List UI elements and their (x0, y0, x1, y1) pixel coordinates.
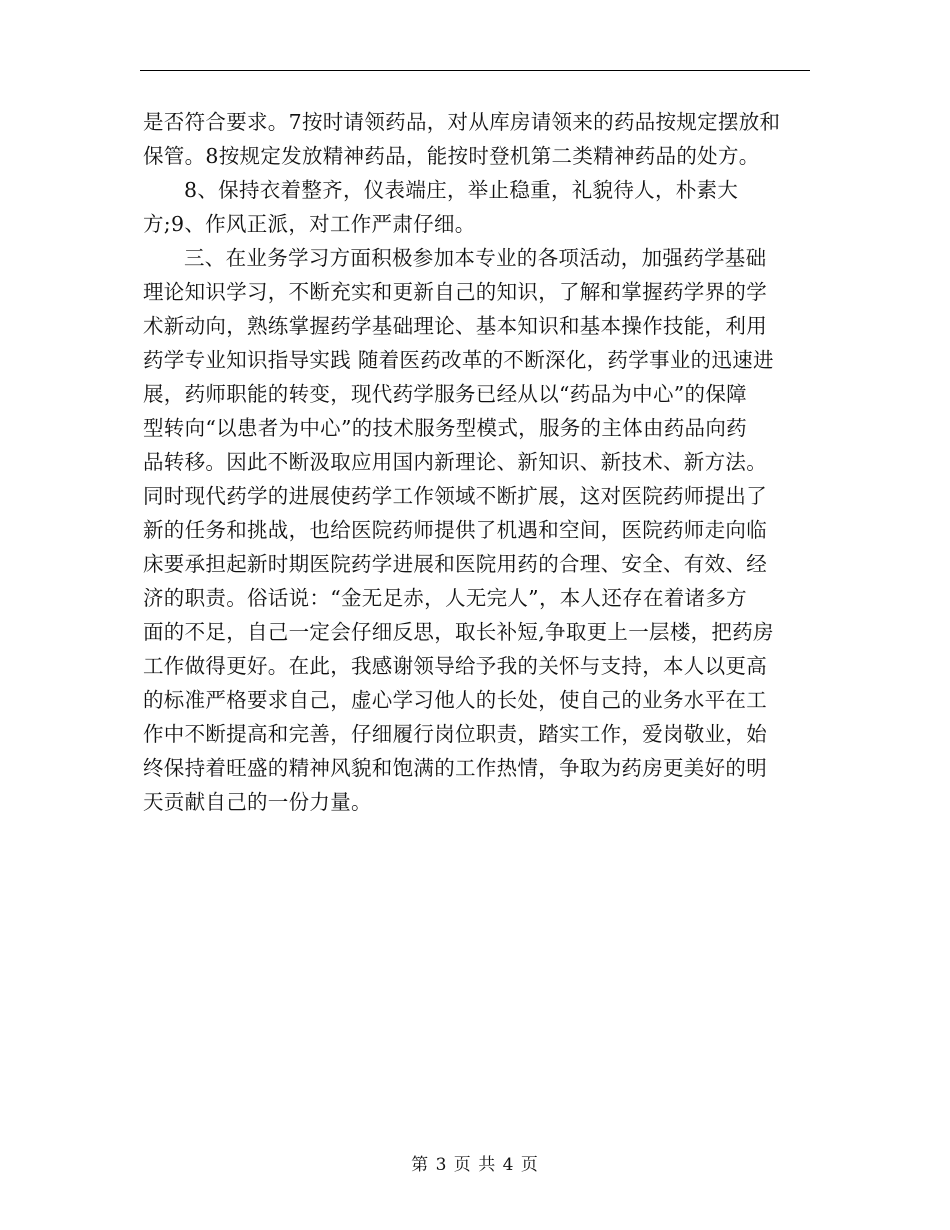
text-line: 三、在业务学习方面积极参加本专业的各项活动，加强药学基础 (184, 246, 767, 270)
text-line: 方;9、作风正派，对工作严肃仔细。 (143, 212, 476, 236)
text-line: 的标准严格要求自己，虚心学习他人的长处，使自己的业务水平在工 (143, 688, 767, 712)
text-line: 是否符合要求。7按时请领药品，对从库房请领来的药品按规定摆放和 (143, 110, 781, 134)
text-line: 新的任务和挑战，也给医院药师提供了机遇和空间，医院药师走向临 (143, 518, 767, 542)
text-line: 8、保持衣着整齐，仪表端庄，举止稳重，礼貌待人，朴素大 (184, 178, 739, 202)
text-line: 面的不足，自己一定会仔细反思，取长补短,争取更上一层楼，把药房 (143, 620, 774, 644)
text-line: 理论知识学习，不断充实和更新自己的知识，了解和掌握药学界的学 (143, 280, 767, 304)
text-line: 天贡献自己的一份力量。 (143, 790, 372, 814)
text-line: 终保持着旺盛的精神风貌和饱满的工作热情，争取为药房更美好的明 (143, 756, 767, 780)
text-line: 药学专业知识指导实践 随着医药改革的不断深化，药学事业的迅速进 (143, 348, 774, 372)
text-line: 品转移。因此不断汲取应用国内新理论、新知识、新技术、新方法。 (143, 450, 767, 474)
text-line: 展，药师职能的转变，现代药学服务已经从以“药品为中心”的保障 (143, 382, 747, 406)
text-line: 同时现代药学的进展使药学工作领域不断扩展，这对医院药师提出了 (143, 484, 767, 508)
text-line: 工作做得更好。在此，我感谢领导给予我的关怀与支持，本人以更高 (143, 654, 767, 678)
page-number-footer: 第 3 页 共 4 页 (411, 1155, 539, 1175)
text-line: 济的职责。俗话说：“金无足赤，人无完人”，本人还存在着诸多方 (143, 586, 747, 610)
text-line: 作中不断提高和完善，仔细履行岗位职责，踏实工作，爱岗敬业，始 (143, 722, 767, 746)
text-line: 保管。8按规定发放精神药品，能按时登机第二类精神药品的处方。 (143, 144, 760, 168)
body-text (143, 105, 808, 819)
text-line: 床要承担起新时期医院药学进展和医院用药的合理、安全、有效、经 (143, 552, 767, 576)
header-rule (140, 70, 810, 71)
text-line: 型转向“以患者为中心”的技术服务型模式，服务的主体由药品向药 (143, 416, 747, 440)
text-line: 术新动向，熟练掌握药学基础理论、基本知识和基本操作技能，利用 (143, 314, 767, 338)
